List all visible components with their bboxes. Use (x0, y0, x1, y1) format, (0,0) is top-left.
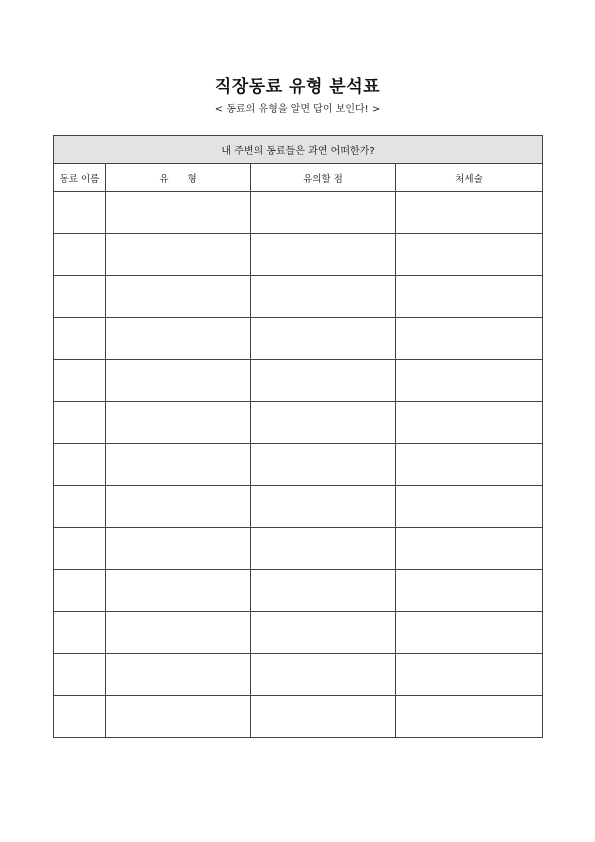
cell-coping-strategy[interactable] (396, 696, 543, 738)
table-row (54, 402, 543, 444)
cell-coping-strategy[interactable] (396, 318, 543, 360)
table-row (54, 528, 543, 570)
cell-colleague-name[interactable] (54, 570, 106, 612)
cell-coping-strategy[interactable] (396, 360, 543, 402)
cell-type[interactable] (106, 276, 251, 318)
cell-colleague-name[interactable] (54, 486, 106, 528)
cell-type[interactable] (106, 234, 251, 276)
cell-caution[interactable] (251, 528, 396, 570)
table-row (54, 654, 543, 696)
cell-coping-strategy[interactable] (396, 612, 543, 654)
cell-caution[interactable] (251, 360, 396, 402)
cell-coping-strategy[interactable] (396, 486, 543, 528)
cell-caution[interactable] (251, 234, 396, 276)
table-row (54, 234, 543, 276)
cell-colleague-name[interactable] (54, 360, 106, 402)
document-subtitle: < 동료의 유형을 알면 답이 보인다! > (214, 104, 381, 115)
cell-type[interactable] (106, 528, 251, 570)
cell-coping-strategy[interactable] (396, 654, 543, 696)
cell-caution[interactable] (251, 612, 396, 654)
cell-type[interactable] (106, 654, 251, 696)
table-row (54, 486, 543, 528)
cell-coping-strategy[interactable] (396, 570, 543, 612)
cell-caution[interactable] (251, 402, 396, 444)
cell-type[interactable] (106, 570, 251, 612)
cell-caution[interactable] (251, 654, 396, 696)
table-row (54, 276, 543, 318)
cell-caution[interactable] (251, 276, 396, 318)
cell-colleague-name[interactable] (54, 192, 106, 234)
column-header-type: 유 형 (106, 164, 251, 192)
cell-type[interactable] (106, 444, 251, 486)
cell-type[interactable] (106, 402, 251, 444)
cell-colleague-name[interactable] (54, 654, 106, 696)
cell-colleague-name[interactable] (54, 612, 106, 654)
cell-colleague-name[interactable] (54, 234, 106, 276)
column-header-coping-strategy: 처세술 (396, 164, 543, 192)
cell-caution[interactable] (251, 444, 396, 486)
cell-coping-strategy[interactable] (396, 528, 543, 570)
table-header-row (54, 164, 543, 192)
table-row (54, 612, 543, 654)
cell-colleague-name[interactable] (54, 276, 106, 318)
table-row (54, 318, 543, 360)
cell-coping-strategy[interactable] (396, 234, 543, 276)
cell-type[interactable] (106, 486, 251, 528)
table-row (54, 696, 543, 738)
cell-colleague-name[interactable] (54, 696, 106, 738)
table-body (54, 192, 543, 738)
cell-coping-strategy[interactable] (396, 402, 543, 444)
column-header-colleague-name: 동료 이름 (54, 164, 106, 192)
column-header-caution: 유의할 점 (251, 164, 396, 192)
cell-caution[interactable] (251, 696, 396, 738)
cell-type[interactable] (106, 612, 251, 654)
cell-type[interactable] (106, 360, 251, 402)
cell-caution[interactable] (251, 192, 396, 234)
table-caption-row (54, 136, 543, 164)
table-row (54, 192, 543, 234)
cell-coping-strategy[interactable] (396, 192, 543, 234)
cell-colleague-name[interactable] (54, 444, 106, 486)
cell-caution[interactable] (251, 570, 396, 612)
table-row (54, 444, 543, 486)
colleague-analysis-table (53, 135, 543, 738)
cell-colleague-name[interactable] (54, 318, 106, 360)
document-title: 직장동료 유형 분석표 (214, 77, 381, 97)
cell-coping-strategy[interactable] (396, 276, 543, 318)
cell-type[interactable] (106, 318, 251, 360)
cell-type[interactable] (106, 192, 251, 234)
table-row (54, 570, 543, 612)
table-row (54, 360, 543, 402)
cell-colleague-name[interactable] (54, 528, 106, 570)
table-caption: 내 주변의 동료들은 과연 어떠한가? (54, 136, 543, 164)
cell-coping-strategy[interactable] (396, 444, 543, 486)
cell-caution[interactable] (251, 486, 396, 528)
cell-caution[interactable] (251, 318, 396, 360)
cell-colleague-name[interactable] (54, 402, 106, 444)
cell-type[interactable] (106, 696, 251, 738)
